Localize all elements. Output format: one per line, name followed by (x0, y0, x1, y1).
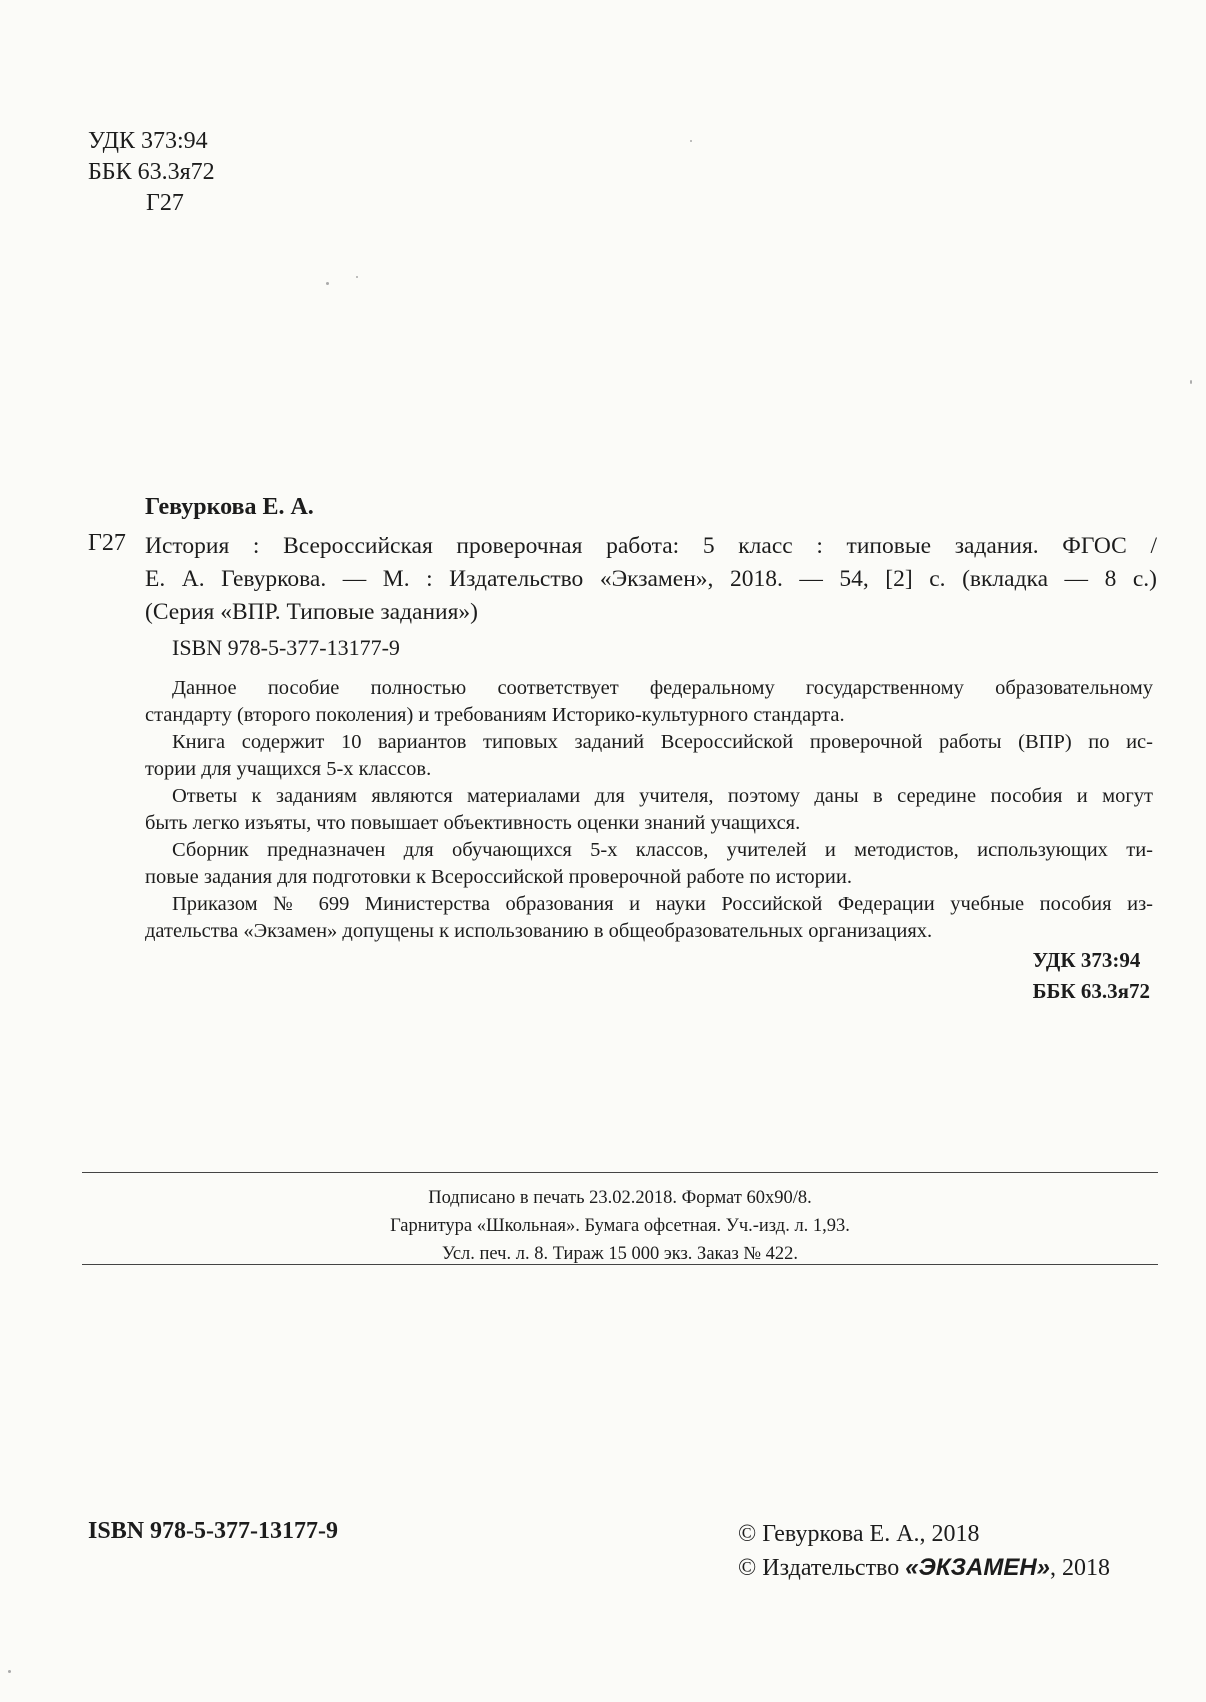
record-author: Гевуркова Е. А. (145, 494, 314, 520)
imprint-line: Гарнитура «Школьная». Бумага офсетная. Уч.-изд. л. 1,93. (390, 1216, 850, 1236)
imprint (82, 1184, 1158, 1268)
classification-codes (88, 126, 215, 219)
abstract-paragraph (145, 675, 1153, 729)
imprint-line: Подписано в печать 23.02.2018. Формат 60х90/8. (428, 1188, 812, 1208)
scan-speck (356, 276, 358, 278)
copyright-block (738, 1518, 1110, 1585)
scan-speck (326, 282, 329, 285)
abstract-line: тории для учащихся 5-х классов. (145, 758, 432, 780)
scan-speck (1190, 380, 1192, 384)
imprint-bottom-rule (82, 1264, 1158, 1265)
bbk-code: ББК 63.3я72 (88, 159, 215, 185)
udk-code-bottom: УДК 373:94 (1032, 948, 1141, 972)
abstract-line: Сборник предназначен для обучающихся 5-х классов, учителей и методистов, использующих ти- (172, 839, 1153, 861)
abstract-line: дательства «Экзамен» допущены к использованию в общеобразовательных организациях. (145, 920, 933, 942)
author-mark: Г27 (146, 190, 184, 216)
publisher-brand: «ЭКЗАМЕН» (905, 1554, 1051, 1581)
scan-speck (690, 140, 692, 142)
imprint-line: Усл. печ. л. 8. Тираж 15 000 экз. Заказ № 422. (441, 1244, 799, 1264)
imprint-top-rule (82, 1172, 1158, 1173)
copyright-publisher-prefix: © Издательство (738, 1555, 906, 1581)
copyright-author: © Гевуркова Е. А., 2018 (738, 1521, 980, 1547)
abstract-line: стандарту (второго поколения) и требованиям Историко-культурного стандарта. (145, 704, 845, 726)
bbk-code-bottom: ББК 63.3я72 (1032, 979, 1150, 1003)
copyright-publisher-suffix: , 2018 (1050, 1555, 1111, 1581)
abstract-paragraph (145, 783, 1153, 837)
scan-speck (8, 1670, 11, 1673)
bibliographic-record (145, 530, 1157, 629)
abstract-paragraph (145, 837, 1153, 891)
biblio-line: История : Всероссийская проверочная работа: 5 класс : типовые задания. ФГОС / (145, 533, 1157, 559)
abstract-line: Ответы к заданиям являются материалами для учителя, поэтому даны в середине пособия и могут (172, 785, 1153, 807)
abstract-line: Данное пособие полностью соответствует федеральному государственному образовательному (172, 677, 1153, 699)
abstract-line: Приказом № 699 Министерства образования и науки Российской Федерации учебные пособия из- (172, 893, 1153, 915)
classification-codes-bottom (1033, 945, 1150, 1007)
footer-isbn: ISBN 978-5-377-13177-9 (88, 1518, 338, 1544)
copyright-publisher (738, 1551, 1110, 1585)
record-mark: Г27 (88, 530, 126, 556)
udk-code: УДК 373:94 (88, 128, 208, 154)
biblio-line: Е. А. Гевуркова. — М. : Издательство «Экзамен», 2018. — 54, [2] с. (вкладка — 8 с.) (145, 566, 1157, 592)
abstract-paragraph (145, 891, 1153, 945)
abstract (145, 675, 1153, 945)
abstract-line: Книга содержит 10 вариантов типовых заданий Всероссийской проверочной работы (ВПР) по ис- (172, 731, 1153, 753)
abstract-paragraph (145, 729, 1153, 783)
record-isbn: ISBN 978-5-377-13177-9 (172, 635, 400, 660)
abstract-line: быть легко изъяты, что повышает объективность оценки знаний учащихся. (145, 812, 801, 834)
biblio-line: (Серия «ВПР. Типовые задания») (145, 599, 479, 625)
abstract-line: повые задания для подготовки к Всероссийской проверочной работе по истории. (145, 866, 852, 888)
